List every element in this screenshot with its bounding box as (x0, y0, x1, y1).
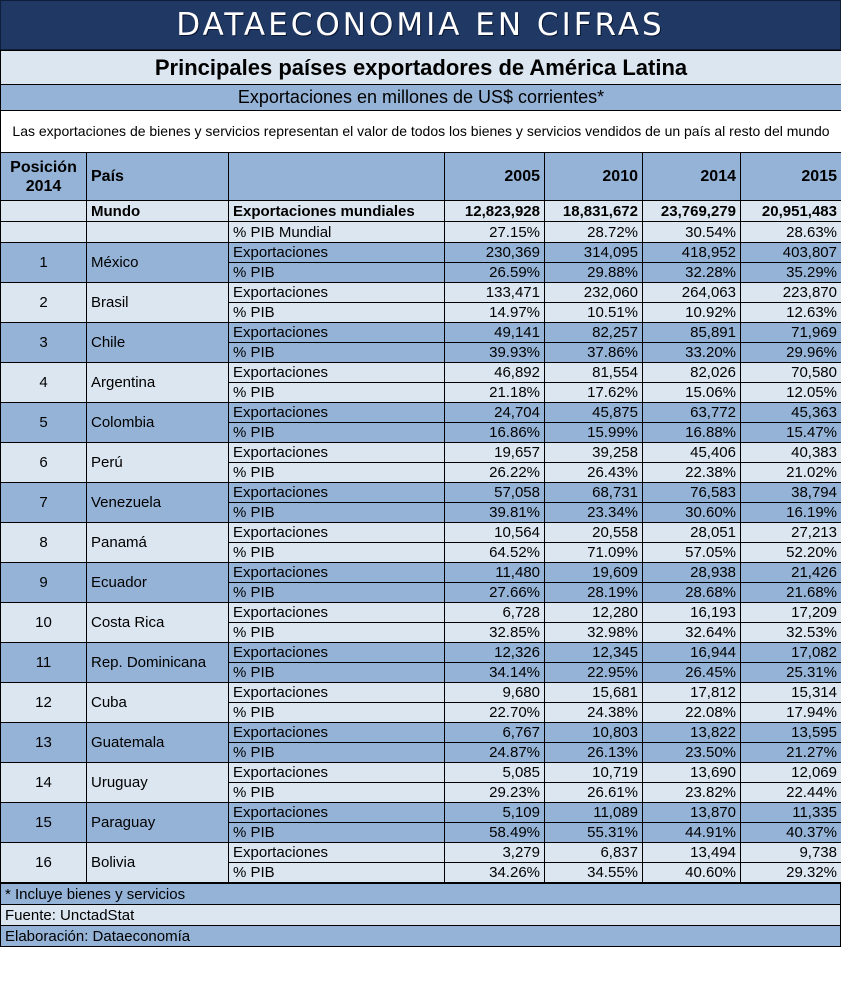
exports-value: 11,480 (445, 563, 545, 583)
pib-value: 12.63% (741, 303, 841, 323)
exports-value: 6,728 (445, 603, 545, 623)
pib-value: 22.08% (643, 703, 741, 723)
pib-value: 22.95% (545, 663, 643, 683)
pib-value: 16.19% (741, 503, 841, 523)
country-name: México (87, 243, 229, 283)
world-pib-value: 30.54% (643, 222, 741, 243)
country-position: 9 (1, 563, 87, 603)
exports-value: 418,952 (643, 243, 741, 263)
world-exports-value: 18,831,672 (545, 201, 643, 222)
exports-value: 12,069 (741, 763, 841, 783)
exports-value: 57,058 (445, 483, 545, 503)
pib-value: 34.55% (545, 863, 643, 883)
exports-label: Exportaciones (229, 283, 445, 303)
pib-value: 10.92% (643, 303, 741, 323)
exports-value: 5,109 (445, 803, 545, 823)
pib-value: 32.64% (643, 623, 741, 643)
pib-value: 25.31% (741, 663, 841, 683)
pib-value: 29.88% (545, 263, 643, 283)
exports-value: 6,767 (445, 723, 545, 743)
country-position: 6 (1, 443, 87, 483)
pib-value: 58.49% (445, 823, 545, 843)
country-exports-row (1, 723, 841, 743)
exports-value: 230,369 (445, 243, 545, 263)
pib-value: 26.61% (545, 783, 643, 803)
banner-title: DATAECONOMIA EN CIFRAS (0, 0, 841, 50)
pib-value: 15.47% (741, 423, 841, 443)
pib-value: 23.34% (545, 503, 643, 523)
pib-value: 26.59% (445, 263, 545, 283)
pib-value: 21.18% (445, 383, 545, 403)
country-name: Colombia (87, 403, 229, 443)
footnote-author: Elaboración: Dataeconomía (1, 926, 841, 947)
exports-value: 264,063 (643, 283, 741, 303)
pib-value: 21.68% (741, 583, 841, 603)
exports-value: 40,383 (741, 443, 841, 463)
exports-value: 11,089 (545, 803, 643, 823)
exports-value: 27,213 (741, 523, 841, 543)
pib-value: 23.50% (643, 743, 741, 763)
exports-value: 12,280 (545, 603, 643, 623)
exports-value: 10,803 (545, 723, 643, 743)
exports-value: 223,870 (741, 283, 841, 303)
exports-label: Exportaciones (229, 723, 445, 743)
exports-value: 28,051 (643, 523, 741, 543)
exports-value: 76,583 (643, 483, 741, 503)
world-position (1, 222, 87, 243)
exports-value: 45,875 (545, 403, 643, 423)
exports-value: 63,772 (643, 403, 741, 423)
exports-label: Exportaciones (229, 803, 445, 823)
pib-value: 52.20% (741, 543, 841, 563)
pib-label: % PIB (229, 423, 445, 443)
pib-label: % PIB (229, 703, 445, 723)
pib-value: 71.09% (545, 543, 643, 563)
country-position: 11 (1, 643, 87, 683)
exports-value: 38,794 (741, 483, 841, 503)
exports-value: 19,657 (445, 443, 545, 463)
exports-value: 21,426 (741, 563, 841, 583)
footnotes (0, 883, 841, 947)
pib-value: 32.98% (545, 623, 643, 643)
pib-label: % PIB (229, 623, 445, 643)
header-blank (229, 153, 445, 201)
header-year: 2005 (445, 153, 545, 201)
exports-table (0, 50, 841, 883)
world-exports-value: 23,769,279 (643, 201, 741, 222)
country-name: Cuba (87, 683, 229, 723)
country-name: Panamá (87, 523, 229, 563)
footnote-note: * Incluye bienes y servicios (1, 884, 841, 905)
country-exports-row (1, 843, 841, 863)
country-exports-row (1, 763, 841, 783)
pib-value: 32.53% (741, 623, 841, 643)
country-position: 10 (1, 603, 87, 643)
exports-label: Exportaciones (229, 603, 445, 623)
pib-value: 28.68% (643, 583, 741, 603)
country-name: Perú (87, 443, 229, 483)
table-subtitle: Exportaciones en millones de US$ corrientes* (1, 85, 841, 111)
exports-value: 403,807 (741, 243, 841, 263)
pib-value: 26.45% (643, 663, 741, 683)
pib-value: 34.14% (445, 663, 545, 683)
pib-value: 29.23% (445, 783, 545, 803)
country-name: Venezuela (87, 483, 229, 523)
country-name: Brasil (87, 283, 229, 323)
pib-value: 17.62% (545, 383, 643, 403)
pib-value: 22.44% (741, 783, 841, 803)
world-exports-row (1, 201, 841, 222)
country-position: 13 (1, 723, 87, 763)
exports-value: 17,209 (741, 603, 841, 623)
pib-value: 64.52% (445, 543, 545, 563)
country-exports-row (1, 283, 841, 303)
pib-value: 15.06% (643, 383, 741, 403)
world-position (1, 201, 87, 222)
exports-value: 20,558 (545, 523, 643, 543)
exports-value: 24,704 (445, 403, 545, 423)
country-name: Costa Rica (87, 603, 229, 643)
exports-label: Exportaciones (229, 483, 445, 503)
pib-value: 33.20% (643, 343, 741, 363)
pib-value: 30.60% (643, 503, 741, 523)
pib-value: 39.81% (445, 503, 545, 523)
pib-value: 28.19% (545, 583, 643, 603)
country-exports-row (1, 643, 841, 663)
pib-value: 12.05% (741, 383, 841, 403)
country-position: 2 (1, 283, 87, 323)
header-year: 2010 (545, 153, 643, 201)
world-pib-value: 28.63% (741, 222, 841, 243)
exports-value: 16,193 (643, 603, 741, 623)
pib-value: 16.86% (445, 423, 545, 443)
pib-value: 14.97% (445, 303, 545, 323)
exports-value: 85,891 (643, 323, 741, 343)
country-name: Ecuador (87, 563, 229, 603)
exports-value: 71,969 (741, 323, 841, 343)
exports-label: Exportaciones (229, 683, 445, 703)
country-position: 14 (1, 763, 87, 803)
country-exports-row (1, 603, 841, 623)
exports-value: 9,738 (741, 843, 841, 863)
pib-value: 37.86% (545, 343, 643, 363)
country-name: Chile (87, 323, 229, 363)
exports-value: 9,680 (445, 683, 545, 703)
pib-label: % PIB (229, 463, 445, 483)
country-exports-row (1, 563, 841, 583)
pib-label: % PIB (229, 583, 445, 603)
exports-value: 49,141 (445, 323, 545, 343)
world-exports-label: Exportaciones mundiales (229, 201, 445, 222)
pib-label: % PIB (229, 823, 445, 843)
exports-value: 6,837 (545, 843, 643, 863)
pib-value: 44.91% (643, 823, 741, 843)
exports-value: 3,279 (445, 843, 545, 863)
exports-value: 11,335 (741, 803, 841, 823)
exports-value: 45,363 (741, 403, 841, 423)
exports-value: 13,870 (643, 803, 741, 823)
header-row (1, 153, 841, 201)
pib-label: % PIB (229, 863, 445, 883)
exports-value: 28,938 (643, 563, 741, 583)
exports-value: 12,345 (545, 643, 643, 663)
country-position: 7 (1, 483, 87, 523)
pib-value: 32.28% (643, 263, 741, 283)
pib-label: % PIB (229, 503, 445, 523)
world-pib-value: 28.72% (545, 222, 643, 243)
exports-value: 314,095 (545, 243, 643, 263)
pib-value: 57.05% (643, 543, 741, 563)
country-name: Rep. Dominicana (87, 643, 229, 683)
exports-label: Exportaciones (229, 643, 445, 663)
exports-value: 15,681 (545, 683, 643, 703)
country-position: 3 (1, 323, 87, 363)
country-position: 15 (1, 803, 87, 843)
exports-label: Exportaciones (229, 243, 445, 263)
pib-value: 16.88% (643, 423, 741, 443)
exports-label: Exportaciones (229, 363, 445, 383)
table-note: Las exportaciones de bienes y servicios representan el valor de todos los bienes y servicios vendidos de un país al resto del mundo (1, 111, 841, 153)
pib-value: 10.51% (545, 303, 643, 323)
exports-value: 5,085 (445, 763, 545, 783)
footnote-source: Fuente: UnctadStat (1, 905, 841, 926)
pib-value: 55.31% (545, 823, 643, 843)
exports-label: Exportaciones (229, 843, 445, 863)
exports-value: 39,258 (545, 443, 643, 463)
exports-value: 133,471 (445, 283, 545, 303)
exports-label: Exportaciones (229, 523, 445, 543)
exports-value: 19,609 (545, 563, 643, 583)
country-name: Uruguay (87, 763, 229, 803)
exports-value: 232,060 (545, 283, 643, 303)
pib-value: 27.66% (445, 583, 545, 603)
country-name: Guatemala (87, 723, 229, 763)
pib-value: 24.87% (445, 743, 545, 763)
world-pib-row (1, 222, 841, 243)
country-position: 4 (1, 363, 87, 403)
country-name: Paraguay (87, 803, 229, 843)
world-label: Mundo (87, 201, 229, 222)
pib-value: 39.93% (445, 343, 545, 363)
pib-label: % PIB (229, 743, 445, 763)
exports-value: 12,326 (445, 643, 545, 663)
exports-value: 15,314 (741, 683, 841, 703)
world-exports-value: 12,823,928 (445, 201, 545, 222)
exports-value: 17,082 (741, 643, 841, 663)
exports-value: 81,554 (545, 363, 643, 383)
exports-value: 16,944 (643, 643, 741, 663)
pib-value: 23.82% (643, 783, 741, 803)
pib-label: % PIB (229, 303, 445, 323)
country-exports-row (1, 403, 841, 423)
exports-value: 13,822 (643, 723, 741, 743)
world-pib-value: 27.15% (445, 222, 545, 243)
exports-value: 10,719 (545, 763, 643, 783)
exports-value: 70,580 (741, 363, 841, 383)
exports-label: Exportaciones (229, 563, 445, 583)
pib-value: 22.38% (643, 463, 741, 483)
exports-value: 68,731 (545, 483, 643, 503)
pib-value: 29.96% (741, 343, 841, 363)
pib-value: 34.26% (445, 863, 545, 883)
country-exports-row (1, 683, 841, 703)
pib-value: 22.70% (445, 703, 545, 723)
pib-value: 26.13% (545, 743, 643, 763)
exports-value: 13,595 (741, 723, 841, 743)
exports-value: 82,026 (643, 363, 741, 383)
pib-value: 24.38% (545, 703, 643, 723)
header-country: País (87, 153, 229, 201)
exports-label: Exportaciones (229, 323, 445, 343)
header-year: 2014 (643, 153, 741, 201)
header-position: Posición 2014 (1, 153, 87, 201)
country-position: 12 (1, 683, 87, 723)
world-pib-label: % PIB Mundial (229, 222, 445, 243)
exports-value: 17,812 (643, 683, 741, 703)
pib-value: 35.29% (741, 263, 841, 283)
country-exports-row (1, 483, 841, 503)
pib-value: 40.37% (741, 823, 841, 843)
pib-value: 26.43% (545, 463, 643, 483)
table-title: Principales países exportadores de América Latina (1, 51, 841, 85)
country-exports-row (1, 323, 841, 343)
country-exports-row (1, 243, 841, 263)
country-exports-row (1, 443, 841, 463)
exports-label: Exportaciones (229, 443, 445, 463)
pib-label: % PIB (229, 383, 445, 403)
pib-label: % PIB (229, 343, 445, 363)
exports-label: Exportaciones (229, 763, 445, 783)
exports-value: 13,690 (643, 763, 741, 783)
pib-value: 40.60% (643, 863, 741, 883)
pib-value: 32.85% (445, 623, 545, 643)
header-year: 2015 (741, 153, 841, 201)
country-position: 5 (1, 403, 87, 443)
pib-label: % PIB (229, 663, 445, 683)
country-position: 8 (1, 523, 87, 563)
country-name: Bolivia (87, 843, 229, 883)
country-exports-row (1, 363, 841, 383)
pib-label: % PIB (229, 543, 445, 563)
country-position: 16 (1, 843, 87, 883)
exports-value: 10,564 (445, 523, 545, 543)
country-position: 1 (1, 243, 87, 283)
country-exports-row (1, 803, 841, 823)
exports-value: 13,494 (643, 843, 741, 863)
exports-value: 46,892 (445, 363, 545, 383)
pib-value: 21.02% (741, 463, 841, 483)
pib-label: % PIB (229, 783, 445, 803)
pib-value: 26.22% (445, 463, 545, 483)
country-name: Argentina (87, 363, 229, 403)
world-exports-value: 20,951,483 (741, 201, 841, 222)
pib-value: 17.94% (741, 703, 841, 723)
pib-label: % PIB (229, 263, 445, 283)
country-exports-row (1, 523, 841, 543)
pib-value: 21.27% (741, 743, 841, 763)
pib-value: 29.32% (741, 863, 841, 883)
exports-value: 82,257 (545, 323, 643, 343)
exports-label: Exportaciones (229, 403, 445, 423)
pib-value: 15.99% (545, 423, 643, 443)
world-label-blank (87, 222, 229, 243)
exports-value: 45,406 (643, 443, 741, 463)
